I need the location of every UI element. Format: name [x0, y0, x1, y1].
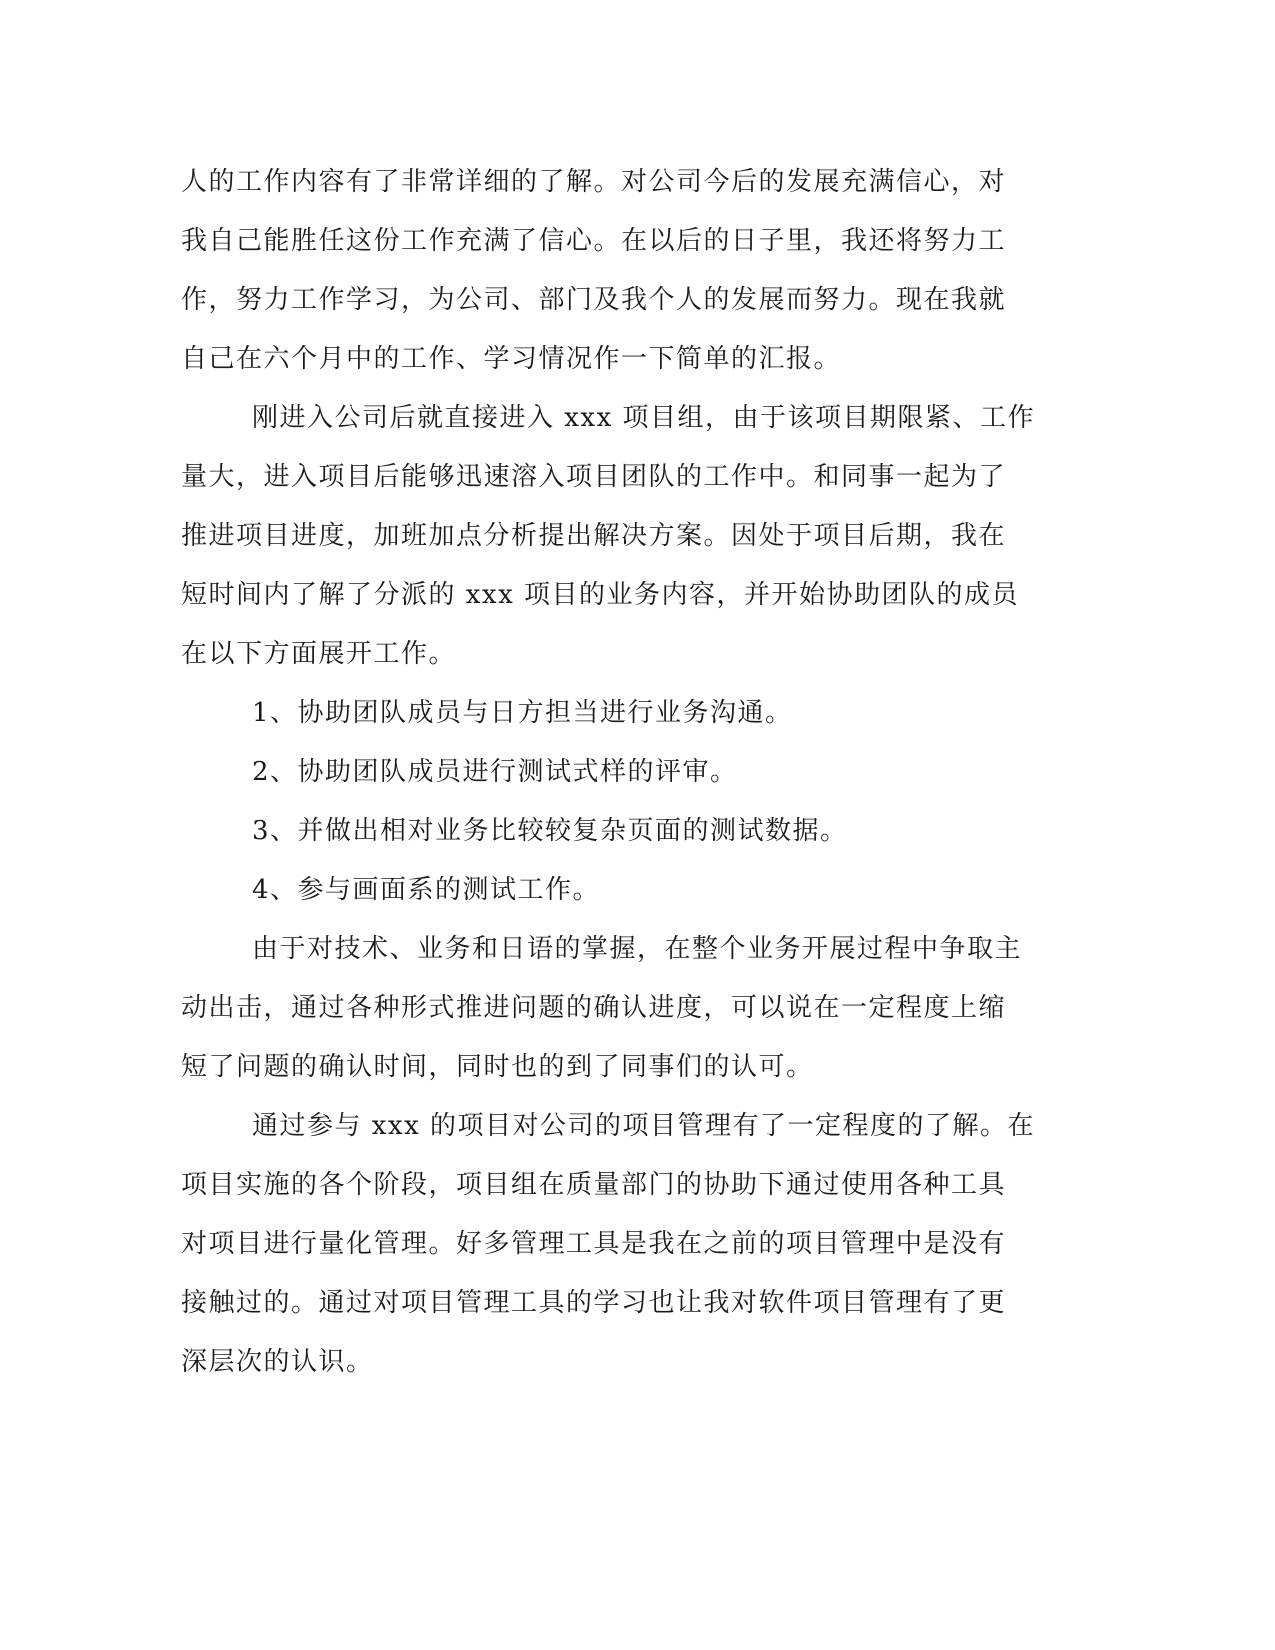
paragraph-1-line-4: 自己在六个月中的工作、学习情况作一下简单的汇报。 — [181, 344, 842, 374]
paragraph-2-line-3: 推进项目进度，加班加点分析提出解决方案。因处于项目后期，我在 — [181, 521, 1007, 551]
list-item-1: 1、协助团队成员与日方担当进行业务沟通。 — [252, 698, 793, 728]
paragraph-4-line-2: 项目实施的各个阶段，项目组在质量部门的协助下通过使用各种工具 — [181, 1170, 1007, 1200]
paragraph-4-line-4: 接触过的。通过对项目管理工具的学习也让我对软件项目管理有了更 — [181, 1288, 1007, 1318]
paragraph-3-line-3: 短了问题的确认时间，同时也的到了同事们的认可。 — [181, 1052, 814, 1082]
paragraph-4-line-3: 对项目进行量化管理。好多管理工具是我在之前的项目管理中是没有 — [181, 1229, 1007, 1259]
paragraph-2-line-1: 刚进入公司后就直接进入 xxx 项目组，由于该项目期限紧、工作 — [252, 403, 1036, 433]
paragraph-2-line-2: 量大，进入项目后能够迅速溶入项目团队的工作中。和同事一起为了 — [181, 462, 1007, 492]
paragraph-1-line-2: 我自己能胜任这份工作充满了信心。在以后的日子里，我还将努力工 — [181, 226, 1007, 256]
list-item-3: 3、并做出相对业务比较较复杂页面的测试数据。 — [252, 816, 848, 846]
paragraph-3-line-1: 由于对技术、业务和日语的掌握，在整个业务开展过程中争取主 — [252, 934, 1023, 964]
paragraph-2-line-4: 短时间内了解了分派的 xxx 项目的业务内容，并开始协助团队的成员 — [181, 580, 1020, 610]
paragraph-1-line-1: 人的工作内容有了非常详细的了解。对公司今后的发展充满信心，对 — [181, 167, 1007, 197]
paragraph-3-line-2: 动出击，通过各种形式推进问题的确认进度，可以说在一定程度上缩 — [181, 993, 1007, 1023]
list-item-4: 4、参与画面系的测试工作。 — [252, 875, 601, 905]
list-item-2: 2、协助团队成员进行测试式样的评审。 — [252, 757, 738, 787]
paragraph-1-line-3: 作，努力工作学习，为公司、部门及我个人的发展而努力。现在我就 — [181, 285, 1007, 315]
paragraph-4-line-1: 通过参与 xxx 的项目对公司的项目管理有了一定程度的了解。在 — [252, 1111, 1036, 1141]
paragraph-2-line-5: 在以下方面展开工作。 — [181, 639, 457, 669]
paragraph-4-line-5: 深层次的认识。 — [181, 1347, 374, 1377]
